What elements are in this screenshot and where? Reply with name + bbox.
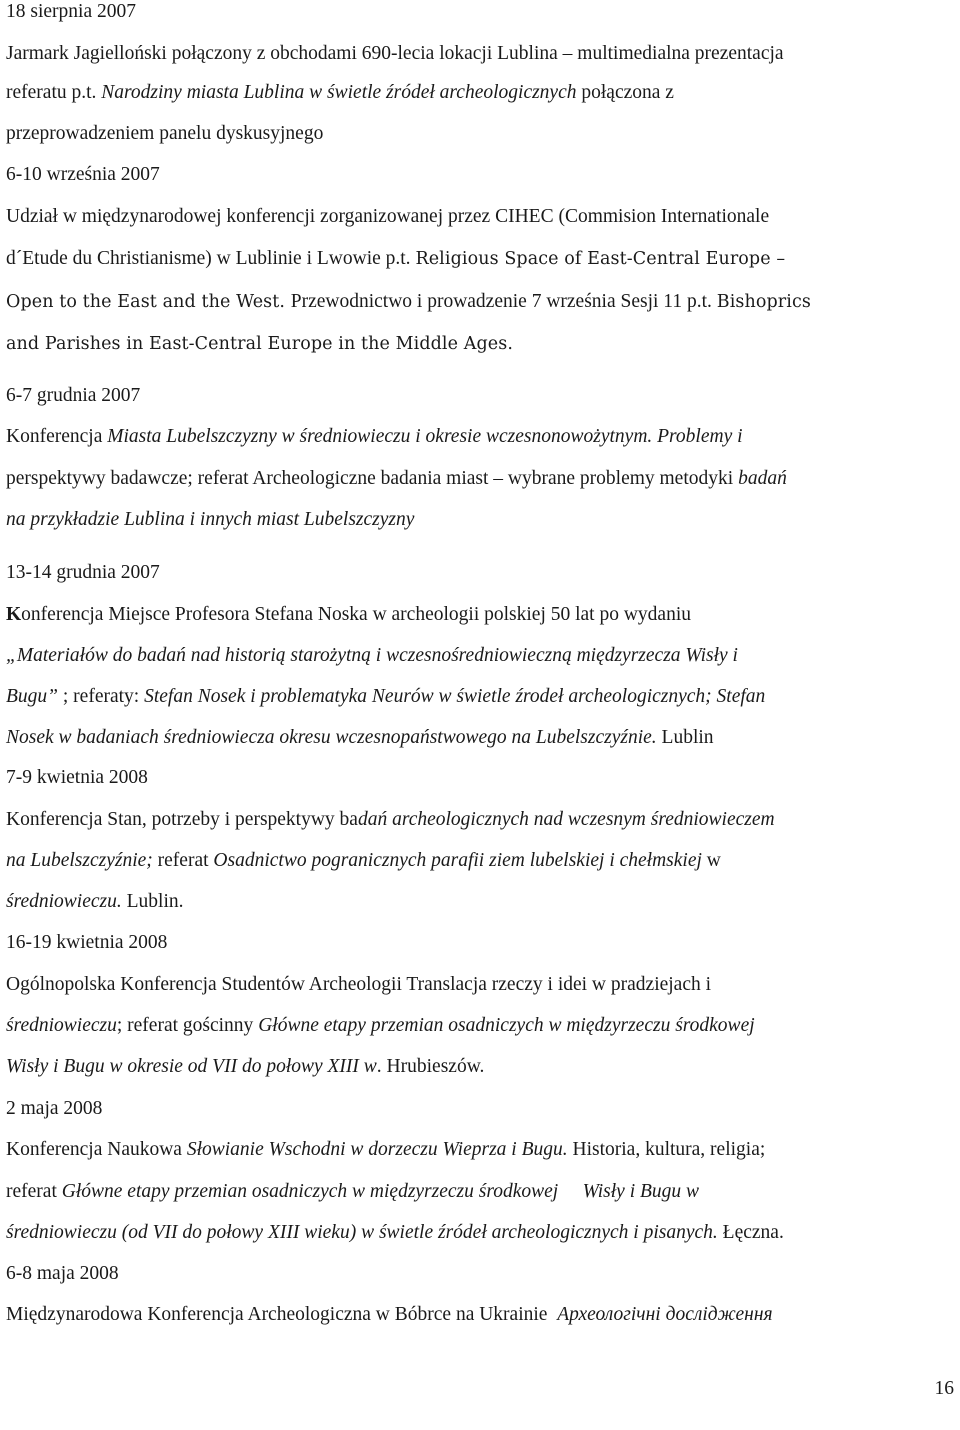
entry-text-line: Udział w międzynarodowej konferencji zorganizowanej przez CIHEC (Commision Internationale [6, 206, 770, 227]
entry-text-line: Jarmark Jagielloński połączony z obchodami 690-lecia lokacji Lublina – multimedialna prezentacja [6, 43, 784, 64]
entry-date: 7-9 kwietnia 2008 [6, 767, 148, 788]
entry-text-line: Konferencja Naukowa Słowianie Wschodni w dorzeczu Wieprza i Bugu. Historia, kultura, religia; [6, 1139, 766, 1160]
entry-date: 2 maja 2008 [6, 1098, 103, 1119]
entry-text-line: and Parishes in East-Central Europe in the Middle Ages. [6, 334, 513, 354]
entry-date: 6-7 grudnia 2007 [6, 385, 141, 406]
entry-text-line: na przykładzie Lublina i innych miast Lubelszczyzny [6, 509, 415, 530]
entry-date: 16-19 kwietnia 2008 [6, 932, 168, 953]
entry-text-line: Nosek w badaniach średniowiecza okresu wczesnopaństwowego na Lubelszczyźnie. Lublin [6, 727, 714, 748]
entry-text-line: Międzynarodowa Konferencja Archeologiczna w Bóbrce na Ukrainie Археологічні дослідження [6, 1304, 773, 1325]
entry-date: 13-14 grudnia 2007 [6, 562, 160, 583]
entry-text-line: perspektywy badawcze; referat Archeologiczne badania miast – wybrane problemy metodyki badań [6, 468, 787, 489]
entry-text-line: Konferencja Miasta Lubelszczyzny w średniowieczu i okresie wczesnonowożytnym. Problemy i [6, 426, 743, 447]
entry-text-line: Ogólnopolska Konferencja Studentów Archeologii Translacja rzeczy i idei w pradziejach i [6, 974, 712, 995]
entry-text-line: Bugu” ; referaty: Stefan Nosek i problematyka Neurów w świetle źrodeł archeologicznych; Stefan [6, 686, 766, 707]
entry-text-line: d´Etude du Christianisme) w Lublinie i Lwowie p.t. Religious Space of East-Central Europe – [6, 248, 786, 269]
entry-text-line: Wisły i Bugu w okresie od VII do połowy XIII w. Hrubieszów. [6, 1056, 485, 1077]
entry-text-line: Open to the East and the West. Przewodnictwo i prowadzenie 7 września Sesji 11 p.t. Bishoprics [6, 291, 811, 312]
entry-date: 18 sierpnia 2007 [6, 1, 136, 22]
entry-text-line: na Lubelszczyźnie; referat Osadnictwo pogranicznych parafii ziem lubelskiej i chełmskiej w [6, 850, 721, 871]
entry-text-line: referat Główne etapy przemian osadniczych w międzyrzeczu środkowej Wisły i Bugu w [6, 1181, 700, 1202]
entry-text-line: średniowieczu (od VII do połowy XIII wieku) w świetle źródeł archeologicznych i pisanych. Łęczna. [6, 1222, 784, 1243]
entry-text-line: „Materiałów do badań nad historią starożytną i wczesnośredniowieczną międzyrzecza Wisły i [6, 645, 738, 666]
entry-text-line: średniowieczu. Lublin. [6, 891, 184, 912]
page-number: 16 [934, 1378, 954, 1399]
entry-text-line: Konferencja Stan, potrzeby i perspektywy badań archeologicznych nad wczesnym średniowieczem [6, 809, 775, 830]
entry-text-line: Konferencja Miejsce Profesora Stefana Noska w archeologii polskiej 50 lat po wydaniu [6, 604, 692, 625]
entry-text-line: referatu p.t. Narodziny miasta Lublina w świetle źródeł archeologicznych połączona z [6, 82, 674, 103]
entry-date: 6-10 września 2007 [6, 164, 160, 185]
entry-date: 6-8 maja 2008 [6, 1263, 119, 1284]
entry-text-line: przeprowadzeniem panelu dyskusyjnego [6, 123, 324, 144]
entry-text-line: średniowieczu; referat gościnny Główne etapy przemian osadniczych w międzyrzeczu środkowej [6, 1015, 755, 1036]
